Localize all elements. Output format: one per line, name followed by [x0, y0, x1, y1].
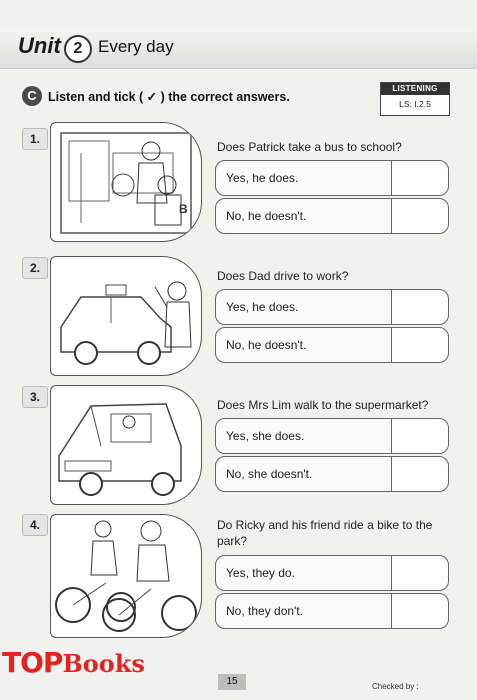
- tick-box[interactable]: [391, 290, 448, 324]
- logo-top-text: TOP: [2, 646, 63, 679]
- svg-text:B: B: [179, 202, 188, 216]
- question-text: Does Dad drive to work?: [217, 269, 349, 283]
- listening-badge: [380, 82, 450, 116]
- unit-label: Unit: [18, 33, 61, 58]
- answer-option[interactable]: [215, 289, 449, 325]
- unit-title: Every day: [98, 37, 174, 56]
- tick-box[interactable]: [391, 328, 448, 362]
- answer-label: Yes, they do.: [226, 566, 295, 580]
- page-number: 15: [218, 674, 246, 690]
- tick-box[interactable]: [391, 199, 448, 233]
- answer-label: Yes, he does.: [226, 171, 299, 185]
- question-number: 2.: [22, 257, 48, 279]
- car-illustration: [50, 385, 202, 505]
- listening-title: LISTENING: [381, 83, 449, 95]
- bicycle-illustration: [50, 514, 202, 638]
- question-text: Do Ricky and his friend ride a bike to the park?: [217, 518, 433, 548]
- answer-option[interactable]: [215, 327, 449, 363]
- answer-option[interactable]: [215, 456, 449, 492]
- question-number: 3.: [22, 386, 48, 408]
- car-driver-illustration: [50, 256, 202, 376]
- question-number: 4.: [22, 514, 48, 536]
- answer-label: Yes, she does.: [226, 429, 305, 443]
- answer-label: Yes, he does.: [226, 300, 299, 314]
- answer-option[interactable]: [215, 555, 449, 591]
- tick-box[interactable]: [391, 161, 448, 195]
- answer-label: No, he doesn't.: [226, 209, 307, 223]
- unit-number-badge: 2: [64, 35, 92, 63]
- checked-by-label: Checked by :: [372, 682, 419, 691]
- answer-option[interactable]: [215, 593, 449, 629]
- instruction-text: Listen and tick ( ✓ ) the correct answers.: [48, 90, 290, 104]
- topbooks-logo: [2, 646, 145, 679]
- answer-label: No, he doesn't.: [226, 338, 307, 352]
- answer-option[interactable]: [215, 198, 449, 234]
- question-text: Does Patrick take a bus to school?: [217, 140, 402, 154]
- bus-illustration: [50, 122, 202, 242]
- tick-box[interactable]: [391, 556, 448, 590]
- tick-box[interactable]: [391, 419, 448, 453]
- listening-code: LS: I.2.5: [399, 99, 431, 109]
- section-badge: C: [22, 86, 42, 106]
- tick-box[interactable]: [391, 594, 448, 628]
- tick-box[interactable]: [391, 457, 448, 491]
- logo-books-text: Books: [62, 649, 145, 678]
- question-number: 1.: [22, 128, 48, 150]
- answer-label: No, they don't.: [226, 604, 304, 618]
- answer-option[interactable]: [215, 418, 449, 454]
- answer-label: No, she doesn't.: [226, 467, 313, 481]
- question-text: Does Mrs Lim walk to the supermarket?: [217, 398, 429, 412]
- answer-option[interactable]: [215, 160, 449, 196]
